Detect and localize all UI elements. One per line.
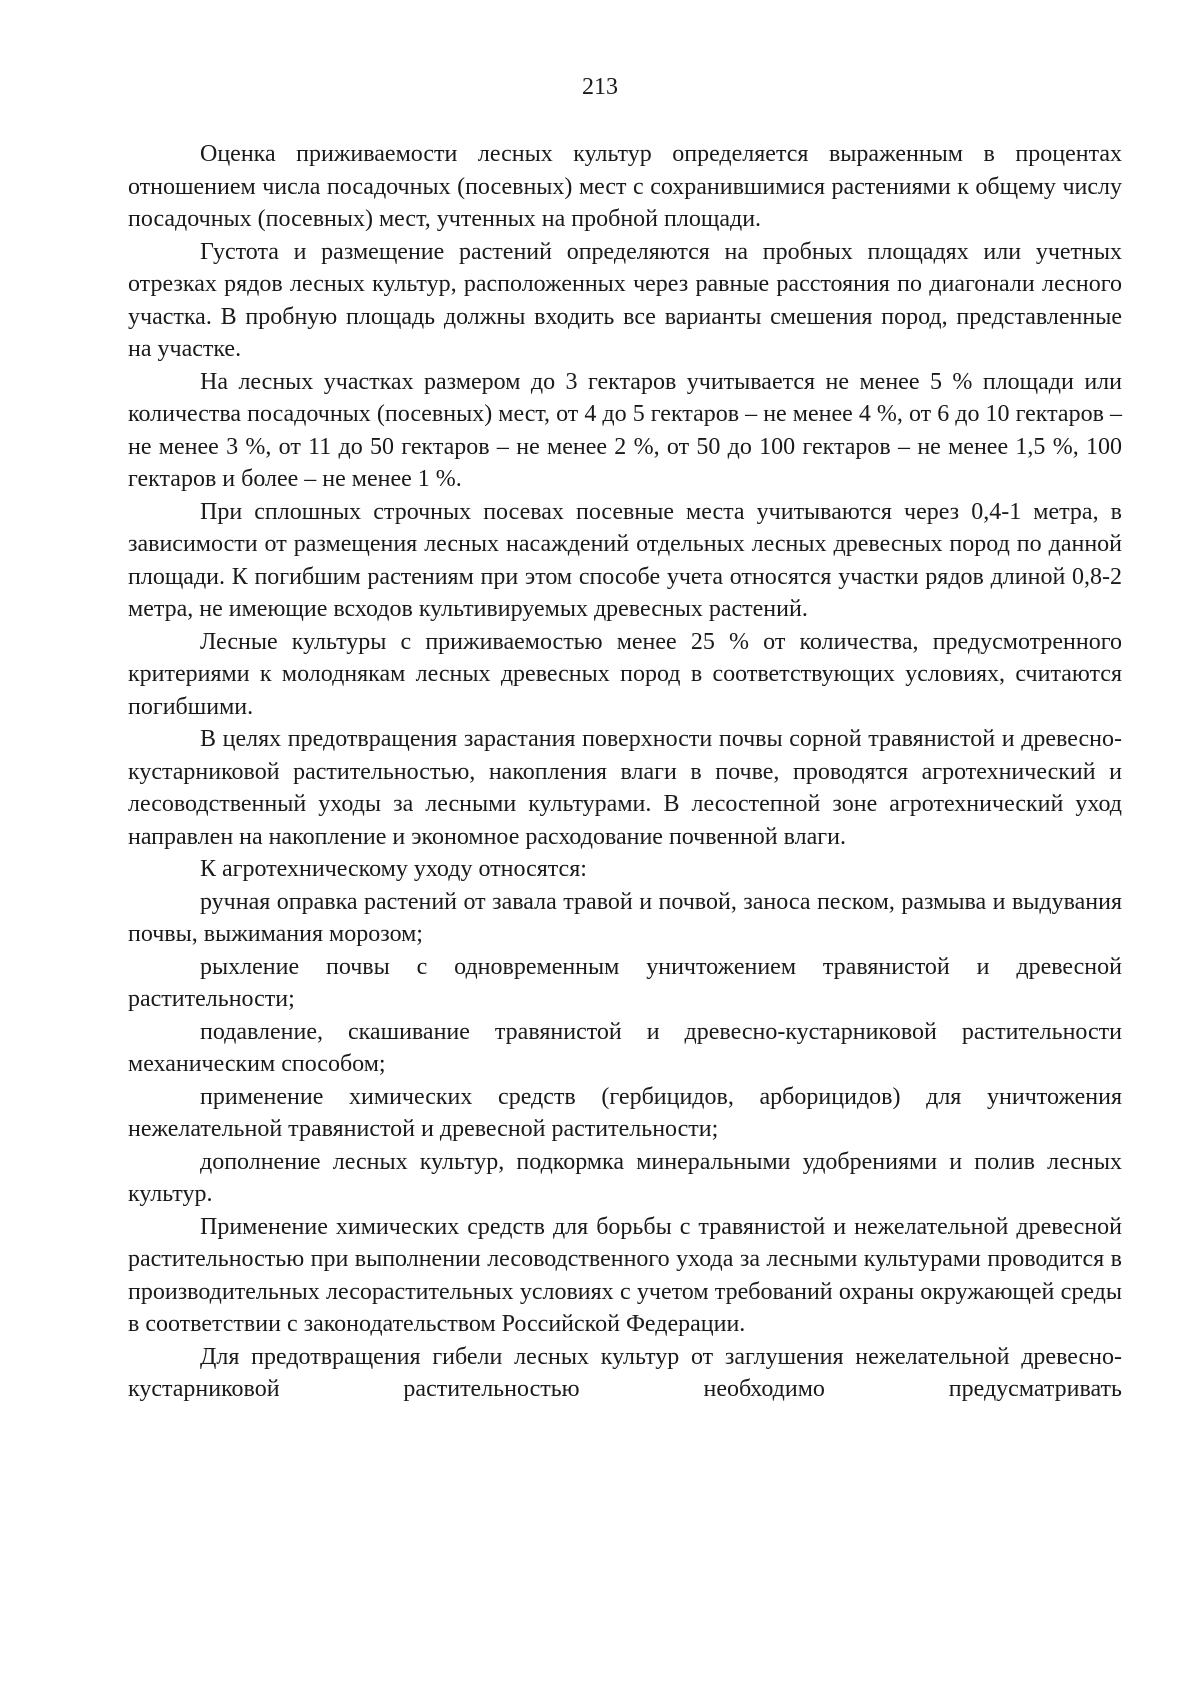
page-number: 213: [582, 74, 618, 100]
list-item-mowing: подавление, скашивание травянистой и древесно-кустарниковой растительности механическим способом;: [128, 1018, 1122, 1077]
paragraph-survival-rate: Оценка приживаемости лесных культур определяется выраженным в процентах отношением числа посадочных (посевных) мест с сохранившимися растениями к общему числу посадочных (посевных) мест, учтенных на пробной площади.: [128, 141, 1122, 232]
paragraph-density-placement: Густота и размещение растений определяются на пробных площадях или учетных отрезках рядов лесных культур, расположенных через равные расстояния по диагонали лесного участка. В пробную площадь должны входить все варианты смешения пород, представленные на участке.: [128, 238, 1122, 362]
paragraph-row-sowing: При сплошных строчных посевах посевные места учитываются через 0,4-1 метра, в зависимости от размещения лесных насаждений отдельных лесных древесных пород по данной площади. К погибшим растениям при этом способе учета относятся участки рядов длиной 0,8-2 метра, не имеющие всходов культивируемых древесных растений.: [128, 498, 1122, 622]
paragraph-dead-cultures: Лесные культуры с приживаемостью менее 25 % от количества, предусмотренного критериями к молоднякам лесных древесных пород в соответствующих условиях, считаются погибшими.: [128, 628, 1122, 720]
list-item-loosening: рыхление почвы с одновременным уничтожением травянистой и древесной растительности;: [128, 953, 1122, 1012]
paragraph-area-percentages: На лесных участках размером до 3 гектаров учитывается не менее 5 % площади или количества посадочных (посевных) мест, от 4 до 5 гектаров – не менее 4 %, от 6 до 10 гектаров – не менее 3 %, от 11 до 50 гектаров – не менее 2 %, от 50 до 100 гектаров – не менее 1,5 %, 100 гектаров и более – не менее 1 %.: [128, 368, 1122, 492]
list-item-chemicals: применение химических средств (гербицидов, арборицидов) для уничтожения нежелательной травянистой и древесной растительности;: [128, 1083, 1122, 1142]
paragraph-agrotech-intro: К агротехническому уходу относятся:: [200, 856, 587, 882]
paragraph-care-purpose: В целях предотвращения зарастания поверхности почвы сорной травянистой и древесно-кустарниковой растительностью, накопления влаги в почве, проводятся агротехнический и лесоводственный уходы за лесными культурами. В лесостепной зоне агротехнический уход направлен на накопление и экономное расходование почвенной влаги.: [128, 726, 1122, 850]
paragraph-chemical-application: Применение химических средств для борьбы с травянистой и нежелательной древесной растительностью при выполнении лесоводственного ухода за лесными культурами проводится в производительных лесорастительных условиях с учетом требований охраны окружающей среды в соответствии с законодательством Российской Федерации.: [128, 1213, 1122, 1337]
paragraph-prevention-continued: Для предотвращения гибели лесных культур от заглушения нежелательной древесно-кустарниковой растительностью необходимо предусматривать: [128, 1343, 1122, 1402]
list-item-supplement-fertilize: дополнение лесных культур, подкормка минеральными удобрениями и полив лесных культур.: [128, 1148, 1122, 1207]
document-body: [128, 138, 1122, 1406]
list-item-manual-adjustment: ручная оправка растений от завала травой и почвой, заноса песком, размыва и выдувания почвы, выжимания морозом;: [128, 888, 1122, 947]
